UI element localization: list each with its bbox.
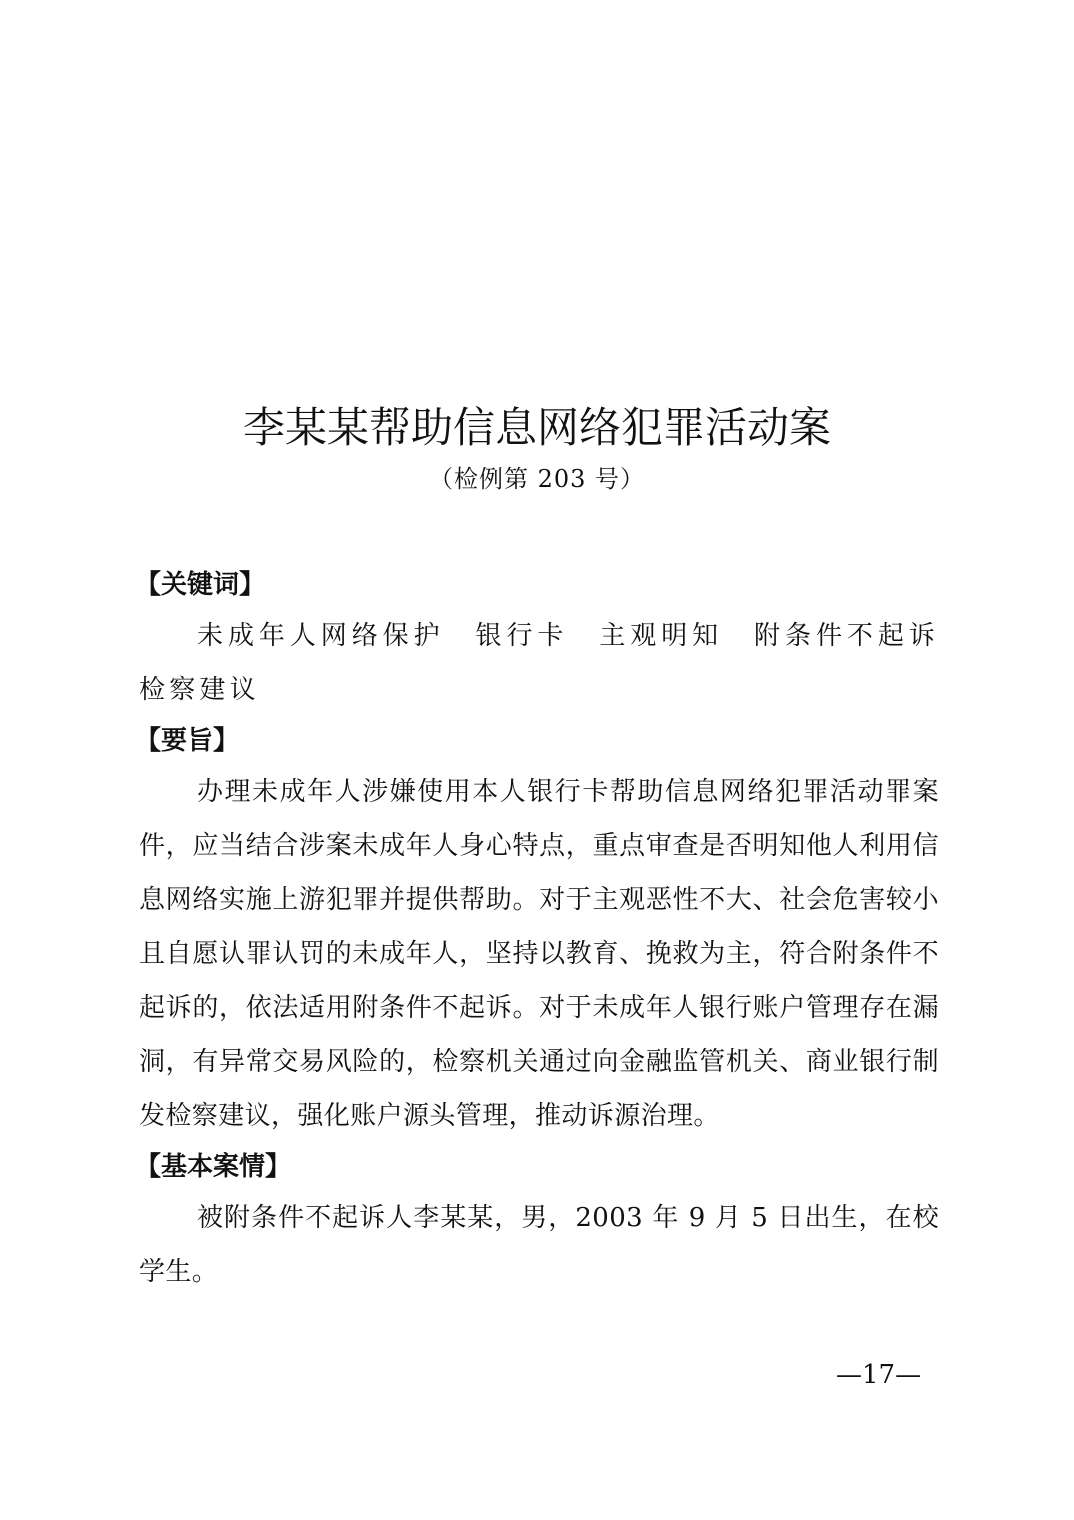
keywords-heading: 【关键词】 xyxy=(135,570,266,600)
page-number: —17— xyxy=(836,1360,922,1390)
document-body xyxy=(135,561,970,1299)
facts-heading: 【基本案情】 xyxy=(135,1152,292,1182)
facts-text: 被附条件不起诉人李某某，男，2003 年 9 月 5 日出生，在校学生。 xyxy=(139,1203,939,1287)
summary-heading: 【要旨】 xyxy=(135,726,240,756)
summary-text: 办理未成年人涉嫌使用本人银行卡帮助信息网络犯罪活动罪案件，应当结合涉案未成年人身心特点，重点审查是否明知他人利用信息网络实施上游犯罪并提供帮助。对于主观恶性不大、社会危害较小且自愿认罪认罚的未成年人，坚持以教育、挽救为主，符合附条件不起诉的，依法适用附条件不起诉。对于未成年人银行账户管理存在漏洞，有异常交易风险的，检察机关通过向金融监管机关、商业银行制发检察建议，强化账户源头管理，推动诉源治理。 xyxy=(139,777,939,1131)
document-title: 李某某帮助信息网络犯罪活动案 xyxy=(242,403,831,452)
case-number: （检例第 203 号） xyxy=(428,465,646,493)
keywords-text: 未成年人网络保护 银行卡 主观明知 附条件不起诉 检察建议 xyxy=(139,621,970,705)
